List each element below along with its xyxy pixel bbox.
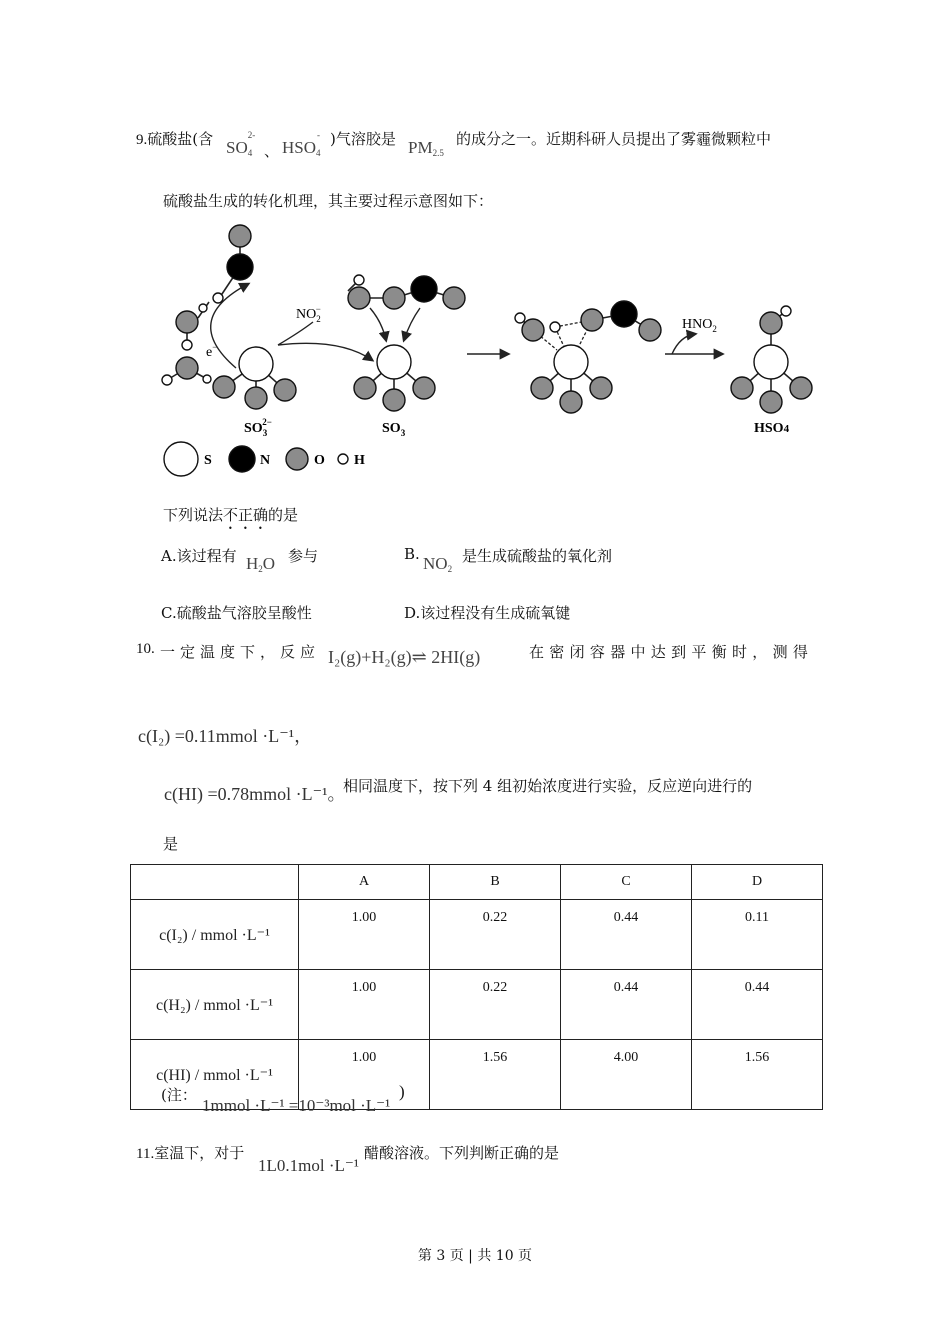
q10-text-d: 是 (163, 835, 179, 853)
sulfur-atom (239, 347, 273, 381)
q10-note-close: ) (399, 1082, 405, 1101)
row-label: c(HI) / mmol ·L⁻¹ (131, 1040, 299, 1110)
stem-text-a: 下列说法 (163, 506, 224, 524)
row-label: c(H₂) / mmol ·L⁻¹ (131, 970, 299, 1040)
hso4-formula (282, 130, 321, 158)
q9-stem (163, 504, 298, 533)
q11-line (136, 1142, 244, 1163)
sulfate-mechanism-diagram (150, 215, 840, 480)
hso4-sub: 4 (316, 148, 321, 158)
q10-text-c: 相同温度下，按下列 4 组初始浓度进行实验，反应逆向进行的 (343, 777, 753, 795)
q10-text-a: 一定温度下，反应 (160, 643, 321, 661)
table-header-cell: C (561, 865, 692, 900)
q9-sep: 、 (264, 142, 280, 160)
table-header-row (131, 865, 823, 900)
table-header-cell: D (692, 865, 823, 900)
table-cell: 1.00 (299, 900, 430, 970)
table-cell: 0.44 (692, 970, 823, 1040)
stem-text-b: 的是 (268, 506, 299, 524)
q9-line1 (136, 128, 213, 149)
q9-option-d: D.该过程没有生成硫氧键 (404, 604, 571, 622)
q11-text-a: 室温下，对于 (154, 1144, 245, 1162)
table-header-cell: B (430, 865, 561, 900)
table-row (131, 900, 823, 970)
q10-c-i2: c(I₂) =0.11mmol ·L⁻¹， (138, 726, 313, 746)
svg-text:O: O (314, 453, 325, 468)
q9-text-c: 的成分之一。近期科研人员提出了雾霾微颗粒中 (456, 130, 772, 148)
so4-sup: 2- (247, 130, 256, 140)
q9-text-b: )气溶胶是 (330, 130, 396, 148)
q10-note-open: (注： (161, 1086, 197, 1104)
oxygen-atom (229, 225, 251, 247)
opt-a-text: A.该过程有 (161, 547, 237, 565)
table-cell: 1.56 (692, 1040, 823, 1110)
table-cell: 0.22 (430, 970, 561, 1040)
table-header-cell (131, 865, 299, 900)
no2-formula: $NO_2$ (423, 554, 453, 574)
svg-text:N: N (260, 453, 271, 468)
q11-text-b: 醋酸溶液。下列判断正确的是 (364, 1144, 560, 1162)
row-label: c(I₂) / mmol ·L⁻¹ (131, 900, 299, 970)
q9-option-b: B. (404, 545, 420, 563)
table-cell: 1.00 (299, 1040, 430, 1110)
pm-sub: 2.5 (432, 148, 444, 158)
table-header-cell: A (299, 865, 430, 900)
table-cell: 4.00 (561, 1040, 692, 1110)
h2o-formula: $H_2O$ (246, 554, 276, 574)
q11-concentration: 1L0.1mol ·L⁻¹ (258, 1156, 359, 1175)
pm25-formula (408, 138, 444, 158)
table-cell: 1.00 (299, 970, 430, 1040)
table-cell: 1.56 (430, 1040, 561, 1110)
q10-note-unit: 1mmol ·L⁻¹ =10⁻³mol ·L⁻¹ (202, 1096, 391, 1115)
so4-formula (226, 130, 256, 158)
table-cell: 0.11 (692, 900, 823, 970)
q10-number: 10. (136, 641, 155, 657)
hso4-sup: - (317, 130, 321, 140)
q9-option-a (161, 545, 237, 566)
page-footer: 第 3 页 | 共 10 页 (417, 1248, 533, 1264)
so3-label: $SO_3$ (382, 421, 406, 438)
opt-a-tail: 参与 (288, 547, 319, 565)
no2-label: $NO_2-$ (296, 304, 321, 324)
table-cell: 0.44 (561, 970, 692, 1040)
q11-number: 11. (136, 1146, 155, 1162)
table-row (131, 970, 823, 1040)
q10-text-b: 在密闭容器中达到平衡时，测得 (529, 643, 814, 661)
opt-b-tail: 是生成硫酸盐的氧化剂 (462, 547, 613, 565)
hno2-label: $HNO_2$ (682, 317, 717, 334)
hso4-text: HSO (282, 138, 317, 157)
q9-option-c: C.硫酸盐气溶胶呈酸性 (161, 604, 312, 622)
svg-text:S: S (204, 453, 212, 468)
electron-label: e− (206, 342, 218, 360)
stem-emphasis: 不正确 (223, 506, 269, 524)
pm-text: PM (408, 138, 433, 157)
so4-sub: 4 (247, 148, 253, 158)
q9-number: 9. (136, 132, 148, 148)
q9-line2: 硫酸盐生成的转化机理，其主要过程示意图如下： (163, 192, 494, 210)
so4-text: SO (226, 138, 248, 157)
q10-equation: I₂(g)+H₂(g)⇌ 2HI(g) (328, 647, 481, 667)
sulfite-label: $SO_32-$ (244, 417, 272, 438)
hso4-label: HSO4 (754, 421, 790, 436)
table-cell: 0.22 (430, 900, 561, 970)
q10-c-hi: c(HI) =0.78mmol ·L⁻¹。 (164, 784, 346, 804)
svg-text:H: H (354, 453, 365, 468)
q9-text-a: 硫酸盐(含 (147, 130, 214, 148)
nitrogen-atom (227, 254, 253, 280)
initial-concentration-table (130, 864, 823, 1110)
table-cell: 0.44 (561, 900, 692, 970)
diagram-legend (164, 442, 365, 476)
